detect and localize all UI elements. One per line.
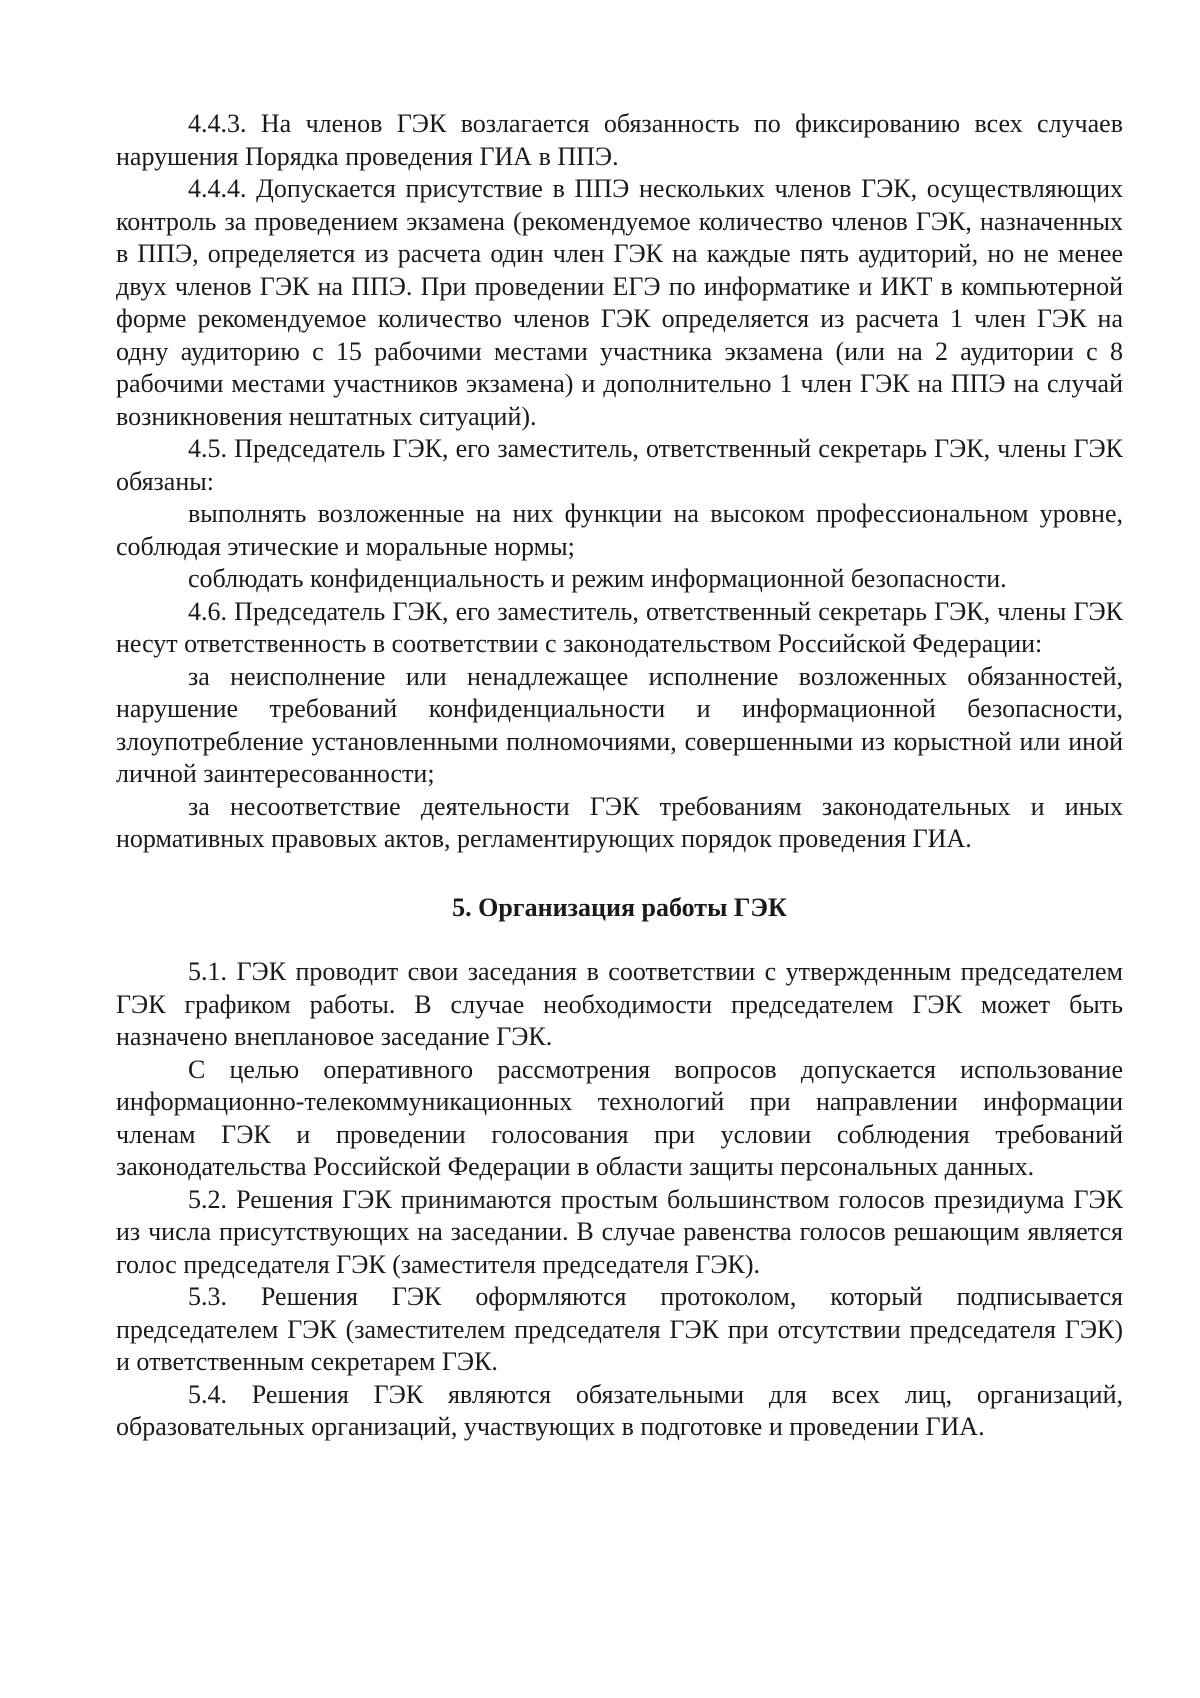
paragraph-5-2: 5.2. Решения ГЭК принимаются простым большинством голосов президиума ГЭК из числа присутствующих на заседании. В случае равенства голосов решающим является голос председателя ГЭК (заместителя председателя ГЭК). bbox=[116, 1184, 1123, 1279]
document-page bbox=[116, 108, 1123, 1444]
paragraph-4-4-3: 4.4.3. На членов ГЭК возлагается обязанность по фиксированию всех случаев нарушения Порядка проведения ГИА в ППЭ. bbox=[116, 109, 1123, 171]
paragraph-4-5: 4.5. Председатель ГЭК, его заместитель, ответственный секретарь ГЭК, члены ГЭК обязаны: bbox=[116, 434, 1123, 496]
paragraph-5-1-ict: С целью оперативного рассмотрения вопросов допускается использование информационно-телекоммуникационных технологий при направлении информации членам ГЭК и проведении голосования при условии соблюдения требований законодательства Российской Федерации в области защиты персональных данных. bbox=[116, 1054, 1123, 1181]
paragraph-5-1: 5.1. ГЭК проводит свои заседания в соответствии с утвержденным председателем ГЭК графиком работы. В случае необходимости председателем ГЭК может быть назначено внеплановое заседание ГЭК. bbox=[116, 957, 1123, 1051]
paragraph-4-5-item-1: выполнять возложенные на них функции на высоком профессиональном уровне, соблюдая этические и моральные нормы; bbox=[116, 499, 1123, 561]
paragraph-5-3: 5.3. Решения ГЭК оформляются протоколом, который подписывается председателем ГЭК (заместителем председателя ГЭК при отсутствии председателя ГЭК) и ответственным секретарем ГЭК. bbox=[116, 1282, 1123, 1376]
paragraph-4-6: 4.6. Председатель ГЭК, его заместитель, ответственный секретарь ГЭК, члены ГЭК несут ответственность в соответствии с законодательством Российской Федерации: bbox=[116, 596, 1123, 658]
paragraph-4-5-item-2: соблюдать конфиденциальность и режим информационной безопасности. bbox=[188, 564, 1007, 593]
paragraph-4-4-4: 4.4.4. Допускается присутствие в ППЭ нескольких членов ГЭК, осуществляющих контроль за проведением экзамена (рекомендуемое количество членов ГЭК, назначенных в ППЭ, определяется из расчета один член ГЭК на каждые пять аудиторий, но не менее двух членов ГЭК на ППЭ. При проведении ЕГЭ по информатике и ИКТ в компьютерной форме рекомендуемое количество членов ГЭК определяется из расчета 1 член ГЭК на одну аудиторию с 15 рабочими местами участника экзамена (или на 2 аудитории с 8 рабочими местами участников экзамена) и дополнительно 1 член ГЭК на ППЭ на случай возникновения нештатных ситуаций). bbox=[116, 174, 1123, 431]
section-heading: 5. Организация работы ГЭК bbox=[452, 892, 787, 922]
paragraph-4-6-item-1: за неисполнение или ненадлежащее исполнение возложенных обязанностей, нарушение требований конфиденциальности и информационной безопасности, злоупотребление установленными полномочиями, совершенными из корыстной или иной личной заинтересованности; bbox=[116, 661, 1123, 788]
paragraph-5-4: 5.4. Решения ГЭК являются обязательными для всех лиц, организаций, образовательных организаций, участвующих в подготовке и проведении ГИА. bbox=[116, 1379, 1123, 1441]
paragraph-4-6-item-2: за несоответствие деятельности ГЭК требованиям законодательных и иных нормативных правовых актов, регламентирующих порядок проведения ГИА. bbox=[116, 791, 1123, 853]
